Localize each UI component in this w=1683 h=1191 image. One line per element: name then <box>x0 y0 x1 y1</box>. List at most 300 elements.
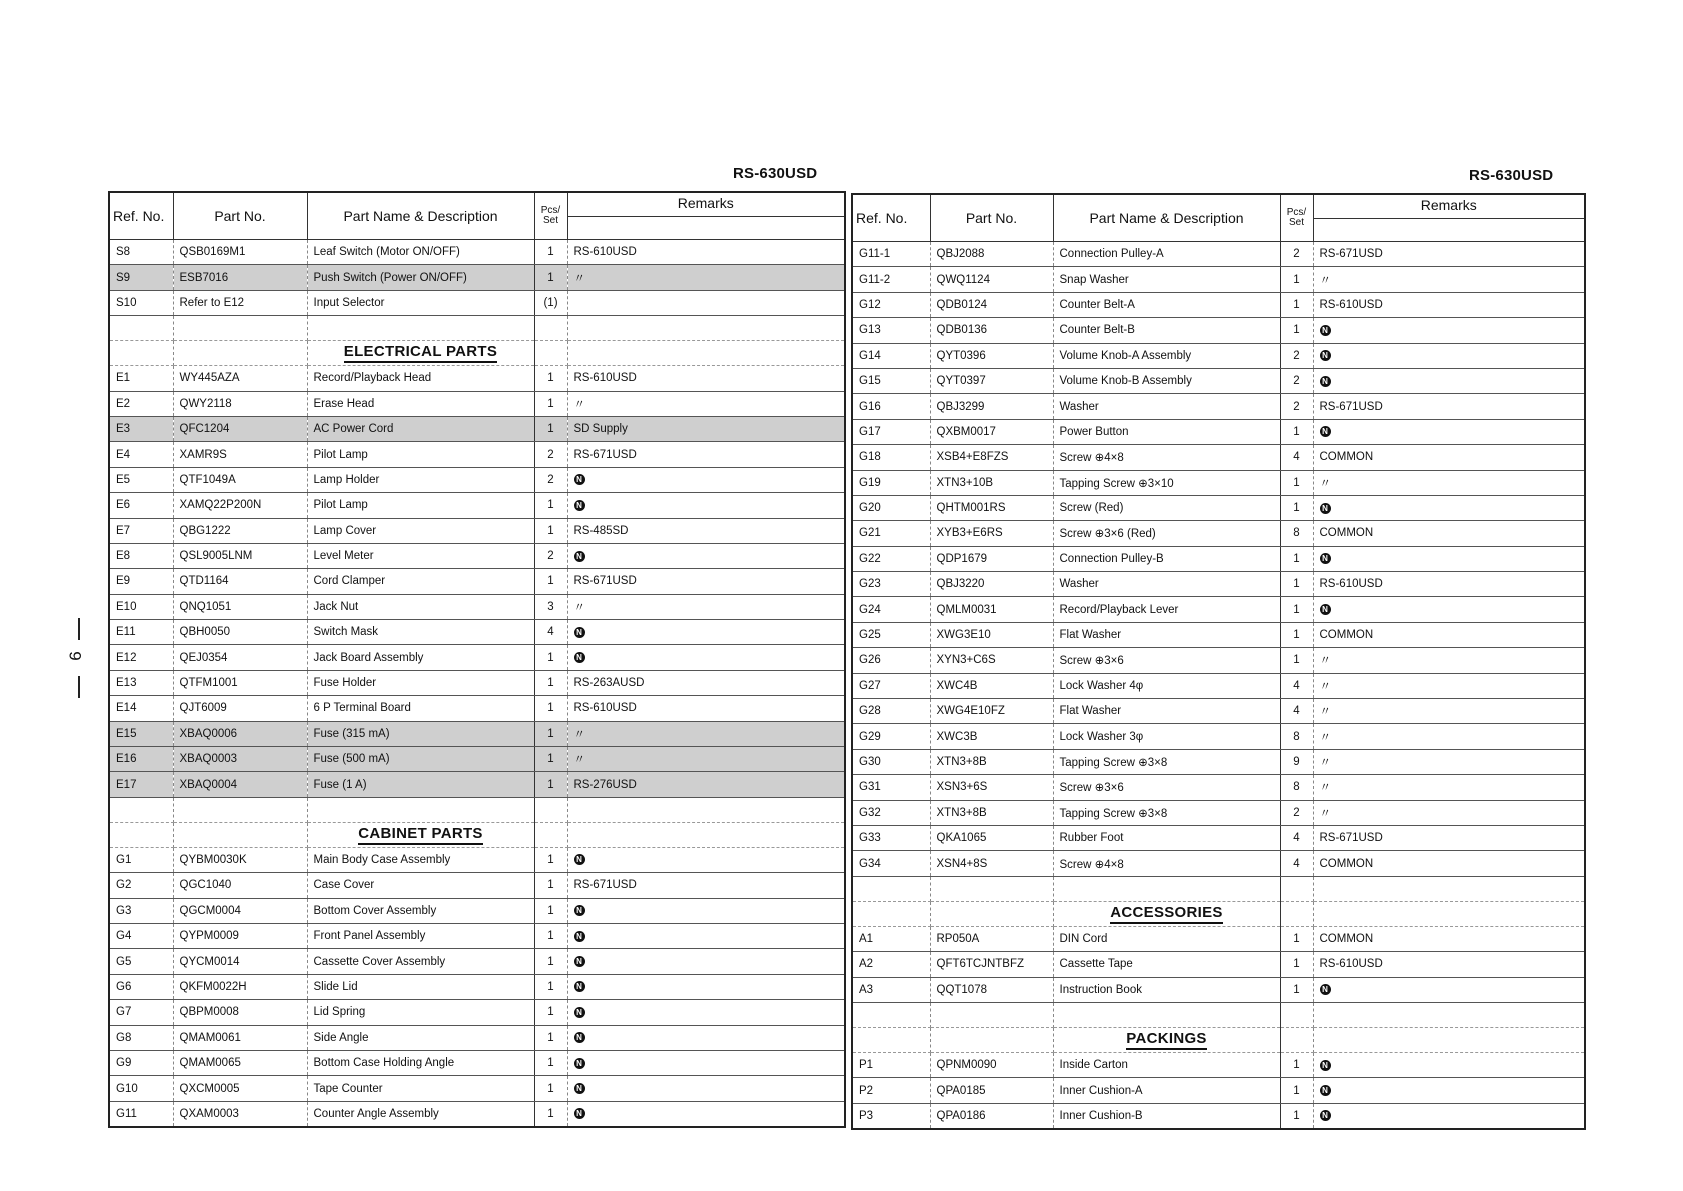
ref-no-cell: A3 <box>852 977 930 1002</box>
ref-no-cell: S10 <box>109 290 173 315</box>
table-row <box>852 495 1585 520</box>
remark-cell: 〃 <box>1313 749 1585 774</box>
new-part-icon: N <box>1320 1110 1331 1121</box>
section-spacer <box>109 316 845 341</box>
ref-no-cell: G32 <box>852 800 930 825</box>
ref-no-cell: G14 <box>852 343 930 368</box>
new-part-icon: N <box>1320 325 1331 336</box>
remark-cell <box>1313 368 1585 393</box>
ref-no-cell: P2 <box>852 1078 930 1103</box>
part-no-cell: QPA0185 <box>930 1078 1053 1103</box>
part-no-cell: XWC4B <box>930 673 1053 698</box>
pcs-cell: 2 <box>534 442 567 467</box>
pcs-cell: (1) <box>534 290 567 315</box>
table-row <box>109 543 845 568</box>
pcs-cell: 1 <box>1280 1052 1313 1077</box>
ref-no-cell: E14 <box>109 696 173 721</box>
description-cell: Side Angle <box>307 1025 534 1050</box>
table-row <box>109 366 845 391</box>
table-row <box>852 419 1585 444</box>
ref-no-cell: G33 <box>852 825 930 850</box>
description-cell: Inside Carton <box>1053 1052 1280 1077</box>
description-cell: Level Meter <box>307 543 534 568</box>
new-part-icon: N <box>574 981 585 992</box>
pcs-cell: 1 <box>534 670 567 695</box>
part-no-cell: WY445AZA <box>173 366 307 391</box>
page-number-rule-bottom <box>78 676 80 698</box>
ref-no-cell: G25 <box>852 622 930 647</box>
ref-no-cell: E8 <box>109 543 173 568</box>
part-no-cell: QSL9005LNM <box>173 543 307 568</box>
new-part-icon: N <box>1320 376 1331 387</box>
ref-no-cell: G20 <box>852 495 930 520</box>
pcs-cell: 1 <box>534 873 567 898</box>
new-part-icon: N <box>574 905 585 916</box>
pcs-cell: 1 <box>1280 267 1313 292</box>
ref-no-cell: E11 <box>109 620 173 645</box>
description-cell: Flat Washer <box>1053 622 1280 647</box>
description-cell: Screw ⊕4×8 <box>1053 851 1280 876</box>
pcs-cell: 8 <box>1280 775 1313 800</box>
pcs-cell: 1 <box>1280 318 1313 343</box>
part-no-cell: QTF1049A <box>173 467 307 492</box>
ref-no-cell: G1 <box>109 847 173 872</box>
new-part-icon: N <box>574 627 585 638</box>
pcs-cell: 1 <box>534 416 567 441</box>
remark-cell: RS-610USD <box>1313 952 1585 977</box>
description-cell: Input Selector <box>307 290 534 315</box>
new-part-icon: N <box>574 1032 585 1043</box>
table-row <box>109 1050 845 1075</box>
ref-no-cell: G23 <box>852 572 930 597</box>
table-row <box>852 1103 1585 1129</box>
remark-cell <box>567 1050 845 1075</box>
header-ref-no: Ref. No. <box>109 192 173 240</box>
description-cell: Erase Head <box>307 391 534 416</box>
new-part-icon: N <box>1320 503 1331 514</box>
part-no-cell: Refer to E12 <box>173 290 307 315</box>
ref-no-cell: G27 <box>852 673 930 698</box>
part-no-cell: XTN3+8B <box>930 800 1053 825</box>
description-cell: Tape Counter <box>307 1076 534 1101</box>
part-no-cell: QBG1222 <box>173 518 307 543</box>
pcs-cell: 1 <box>534 696 567 721</box>
remark-cell: RS-671USD <box>1313 825 1585 850</box>
pcs-cell: 1 <box>1280 546 1313 571</box>
section-title-cabinet: CABINET PARTS <box>358 825 482 845</box>
description-cell: AC Power Cord <box>307 416 534 441</box>
remark-cell <box>567 923 845 948</box>
part-no-cell: QBJ3299 <box>930 394 1053 419</box>
part-no-cell: QWQ1124 <box>930 267 1053 292</box>
ref-no-cell: G5 <box>109 949 173 974</box>
new-part-icon: N <box>1320 604 1331 615</box>
remark-cell <box>567 1025 845 1050</box>
remark-cell: RS-276USD <box>567 772 845 797</box>
parts-table-left-body <box>109 240 845 1128</box>
part-no-cell: XSN4+8S <box>930 851 1053 876</box>
description-cell: Screw ⊕3×6 (Red) <box>1053 521 1280 546</box>
remark-cell <box>1313 546 1585 571</box>
page-number <box>64 618 94 698</box>
table-row <box>109 1101 845 1127</box>
pcs-cell: 1 <box>534 1000 567 1025</box>
part-no-cell: QEJ0354 <box>173 645 307 670</box>
part-no-cell: QFC1204 <box>173 416 307 441</box>
pcs-cell: 1 <box>534 898 567 923</box>
description-cell: Inner Cushion-B <box>1053 1103 1280 1129</box>
pcs-cell: 1 <box>534 974 567 999</box>
pcs-cell: 2 <box>1280 394 1313 419</box>
description-cell: Washer <box>1053 572 1280 597</box>
remark-cell: 〃 <box>1313 648 1585 673</box>
new-part-icon: N <box>1320 553 1331 564</box>
ref-no-cell: G12 <box>852 292 930 317</box>
description-cell: Lamp Holder <box>307 467 534 492</box>
table-row <box>109 645 845 670</box>
table-row <box>852 394 1585 419</box>
remark-cell: COMMON <box>1313 521 1585 546</box>
part-no-cell: QDB0124 <box>930 292 1053 317</box>
part-no-cell: XAMR9S <box>173 442 307 467</box>
part-no-cell: RP050A <box>930 926 1053 951</box>
part-no-cell: XWG3E10 <box>930 622 1053 647</box>
table-row <box>852 926 1585 951</box>
pcs-cell: 8 <box>1280 521 1313 546</box>
pcs-cell: 1 <box>534 847 567 872</box>
remark-cell <box>1313 318 1585 343</box>
pcs-cell: 1 <box>534 923 567 948</box>
table-row <box>852 724 1585 749</box>
pcs-cell: 1 <box>1280 622 1313 647</box>
description-cell: Jack Nut <box>307 594 534 619</box>
part-no-cell: QMLM0031 <box>930 597 1053 622</box>
pcs-cell: 1 <box>534 391 567 416</box>
description-cell: Fuse (1 A) <box>307 772 534 797</box>
pcs-cell: 4 <box>1280 825 1313 850</box>
description-cell: Fuse Holder <box>307 670 534 695</box>
pcs-cell: 2 <box>1280 343 1313 368</box>
remark-cell <box>1313 1103 1585 1129</box>
pcs-cell: 1 <box>1280 926 1313 951</box>
pcs-cell: 1 <box>534 366 567 391</box>
description-cell: Tapping Screw ⊕3×8 <box>1053 749 1280 774</box>
remark-cell: RS-610USD <box>567 240 845 265</box>
pcs-cell: 1 <box>534 645 567 670</box>
description-cell: Bottom Case Holding Angle <box>307 1050 534 1075</box>
part-no-cell: QYPM0009 <box>173 923 307 948</box>
part-no-cell: QJT6009 <box>173 696 307 721</box>
remark-cell: COMMON <box>1313 622 1585 647</box>
pcs-cell: 1 <box>534 772 567 797</box>
remark-cell <box>567 974 845 999</box>
table-row <box>852 1078 1585 1103</box>
header-part-no: Part No. <box>173 192 307 240</box>
ref-no-cell: G26 <box>852 648 930 673</box>
part-no-cell: QFT6TCJNTBFZ <box>930 952 1053 977</box>
table-row <box>852 470 1585 495</box>
remark-cell <box>1313 419 1585 444</box>
section-spacer <box>109 797 845 822</box>
description-cell: Record/Playback Lever <box>1053 597 1280 622</box>
pcs-cell: 1 <box>1280 952 1313 977</box>
ref-no-cell: G4 <box>109 923 173 948</box>
pcs-cell: 1 <box>1280 470 1313 495</box>
remark-cell: RS-263AUSD <box>567 670 845 695</box>
ref-no-cell: E9 <box>109 569 173 594</box>
table-row <box>852 1052 1585 1077</box>
table-header-row <box>109 192 845 240</box>
remark-cell: 〃 <box>1313 724 1585 749</box>
description-cell: Case Cover <box>307 873 534 898</box>
description-cell: 6 P Terminal Board <box>307 696 534 721</box>
description-cell: Washer <box>1053 394 1280 419</box>
pcs-cell: 1 <box>1280 977 1313 1002</box>
part-no-cell: QPNM0090 <box>930 1052 1053 1077</box>
remark-cell: RS-485SD <box>567 518 845 543</box>
pcs-cell: 1 <box>534 1076 567 1101</box>
table-row <box>109 747 845 772</box>
part-no-cell: QGC1040 <box>173 873 307 898</box>
ref-no-cell: E5 <box>109 467 173 492</box>
ref-no-cell: E16 <box>109 747 173 772</box>
ref-no-cell: A2 <box>852 952 930 977</box>
part-no-cell: ESB7016 <box>173 265 307 290</box>
pcs-cell: 4 <box>1280 699 1313 724</box>
header-remarks <box>567 192 845 240</box>
table-row <box>109 467 845 492</box>
part-no-cell: XTN3+8B <box>930 749 1053 774</box>
pcs-cell: 1 <box>1280 572 1313 597</box>
remark-cell: COMMON <box>1313 445 1585 470</box>
table-row <box>852 368 1585 393</box>
part-no-cell: XBAQ0004 <box>173 772 307 797</box>
header-pcs-set: Pcs/ Set <box>534 192 567 240</box>
description-cell: Screw ⊕3×6 <box>1053 775 1280 800</box>
description-cell: Push Switch (Power ON/OFF) <box>307 265 534 290</box>
ref-no-cell: G6 <box>109 974 173 999</box>
part-no-cell: QWY2118 <box>173 391 307 416</box>
part-no-cell: XYB3+E6RS <box>930 521 1053 546</box>
part-no-cell: QPA0186 <box>930 1103 1053 1129</box>
part-no-cell: QHTM001RS <box>930 495 1053 520</box>
table-row <box>852 648 1585 673</box>
pcs-cell: 1 <box>534 569 567 594</box>
header-ref-no: Ref. No. <box>852 194 930 242</box>
table-row <box>109 873 845 898</box>
ref-no-cell: G11-1 <box>852 242 930 267</box>
table-row <box>109 290 845 315</box>
section-title-packings: PACKINGS <box>1126 1030 1206 1050</box>
page-number-rule-top <box>78 618 80 640</box>
table-row <box>852 622 1585 647</box>
ref-no-cell: G10 <box>109 1076 173 1101</box>
table-row <box>109 416 845 441</box>
remark-cell <box>567 1101 845 1127</box>
description-cell: Lock Washer 4φ <box>1053 673 1280 698</box>
description-cell: Snap Washer <box>1053 267 1280 292</box>
part-no-cell: QYCM0014 <box>173 949 307 974</box>
ref-no-cell: E10 <box>109 594 173 619</box>
new-part-icon: N <box>574 1007 585 1018</box>
new-part-icon: N <box>574 1058 585 1069</box>
table-row <box>852 521 1585 546</box>
description-cell: Cassette Tape <box>1053 952 1280 977</box>
new-part-icon: N <box>574 956 585 967</box>
description-cell: Counter Angle Assembly <box>307 1101 534 1127</box>
description-cell: Flat Washer <box>1053 699 1280 724</box>
ref-no-cell: E15 <box>109 721 173 746</box>
description-cell: Inner Cushion-A <box>1053 1078 1280 1103</box>
table-row <box>109 772 845 797</box>
part-no-cell: QGCM0004 <box>173 898 307 923</box>
description-cell: Pilot Lamp <box>307 442 534 467</box>
part-no-cell: QYBM0030K <box>173 847 307 872</box>
part-no-cell: QXCM0005 <box>173 1076 307 1101</box>
description-cell: Fuse (500 mA) <box>307 747 534 772</box>
remark-cell <box>567 645 845 670</box>
remark-cell: 〃 <box>1313 800 1585 825</box>
new-part-icon: N <box>574 854 585 865</box>
ref-no-cell: G21 <box>852 521 930 546</box>
pcs-cell: 1 <box>534 1101 567 1127</box>
table-row <box>109 696 845 721</box>
parts-table-left <box>108 191 846 1128</box>
pcs-cell: 9 <box>1280 749 1313 774</box>
pcs-cell: 1 <box>1280 597 1313 622</box>
table-row <box>109 847 845 872</box>
ref-no-cell: G19 <box>852 470 930 495</box>
description-cell: Record/Playback Head <box>307 366 534 391</box>
ref-no-cell: E17 <box>109 772 173 797</box>
ref-no-cell: E6 <box>109 493 173 518</box>
table-row <box>109 391 845 416</box>
description-cell: Instruction Book <box>1053 977 1280 1002</box>
ref-no-cell: G8 <box>109 1025 173 1050</box>
ref-no-cell: G15 <box>852 368 930 393</box>
remark-cell <box>567 290 845 315</box>
ref-no-cell: G24 <box>852 597 930 622</box>
table-row <box>109 670 845 695</box>
pcs-cell: 1 <box>534 240 567 265</box>
part-no-cell: QXAM0003 <box>173 1101 307 1127</box>
table-row <box>109 923 845 948</box>
header-description: Part Name & Description <box>1053 194 1280 242</box>
part-no-cell: QKFM0022H <box>173 974 307 999</box>
pcs-cell: 1 <box>1280 1078 1313 1103</box>
pcs-cell: 1 <box>1280 495 1313 520</box>
remark-cell <box>1313 495 1585 520</box>
ref-no-cell: G13 <box>852 318 930 343</box>
remark-cell <box>567 949 845 974</box>
new-part-icon: N <box>1320 984 1331 995</box>
new-part-icon: N <box>574 1083 585 1094</box>
ref-no-cell: E7 <box>109 518 173 543</box>
description-cell: Counter Belt-A <box>1053 292 1280 317</box>
part-no-cell: QYT0396 <box>930 343 1053 368</box>
table-row <box>109 1000 845 1025</box>
pcs-cell: 2 <box>1280 368 1313 393</box>
remark-cell: 〃 <box>1313 775 1585 800</box>
remark-cell <box>567 467 845 492</box>
header-remarks-label: Remarks <box>1420 197 1477 213</box>
remark-cell <box>567 1076 845 1101</box>
parts-table-right <box>851 193 1586 1130</box>
part-no-cell: QTFM1001 <box>173 670 307 695</box>
table-row <box>109 974 845 999</box>
remark-cell: RS-671USD <box>567 442 845 467</box>
part-no-cell: QBH0050 <box>173 620 307 645</box>
new-part-icon: N <box>574 1108 585 1119</box>
remark-cell <box>567 620 845 645</box>
pcs-cell: 1 <box>534 1050 567 1075</box>
part-no-cell: QTD1164 <box>173 569 307 594</box>
section-spacer <box>852 1002 1585 1027</box>
table-row <box>109 1025 845 1050</box>
section-title-accessories: ACCESSORIES <box>1110 904 1223 924</box>
pcs-cell: 1 <box>534 747 567 772</box>
pcs-cell: 2 <box>534 543 567 568</box>
table-row <box>852 673 1585 698</box>
ref-no-cell: G34 <box>852 851 930 876</box>
table-row <box>852 699 1585 724</box>
ref-no-cell: G3 <box>109 898 173 923</box>
part-no-cell: QBJ2088 <box>930 242 1053 267</box>
part-no-cell: XYN3+C6S <box>930 648 1053 673</box>
description-cell: Leaf Switch (Motor ON/OFF) <box>307 240 534 265</box>
part-no-cell: XSN3+6S <box>930 775 1053 800</box>
description-cell: Lid Spring <box>307 1000 534 1025</box>
model-label-right: RS-630USD <box>1469 167 1554 184</box>
table-row <box>852 749 1585 774</box>
section-title-electrical: ELECTRICAL PARTS <box>344 343 497 363</box>
description-cell: Connection Pulley-B <box>1053 546 1280 571</box>
ref-no-cell: E12 <box>109 645 173 670</box>
table-row <box>109 265 845 290</box>
section-title-packings-row <box>852 1027 1585 1052</box>
description-cell: Counter Belt-B <box>1053 318 1280 343</box>
remark-cell: COMMON <box>1313 851 1585 876</box>
ref-no-cell: G30 <box>852 749 930 774</box>
pcs-cell: 1 <box>534 949 567 974</box>
remark-cell: RS-671USD <box>567 569 845 594</box>
part-no-cell: XWC3B <box>930 724 1053 749</box>
ref-no-cell: P1 <box>852 1052 930 1077</box>
ref-no-cell: G11-2 <box>852 267 930 292</box>
ref-no-cell: G2 <box>109 873 173 898</box>
description-cell: Tapping Screw ⊕3×10 <box>1053 470 1280 495</box>
part-no-cell: QMAM0065 <box>173 1050 307 1075</box>
remark-cell <box>1313 1078 1585 1103</box>
new-part-icon: N <box>1320 1085 1331 1096</box>
new-part-icon: N <box>1320 1060 1331 1071</box>
table-row <box>109 240 845 265</box>
table-row <box>109 569 845 594</box>
description-cell: Lock Washer 3φ <box>1053 724 1280 749</box>
remark-cell <box>1313 1052 1585 1077</box>
ref-no-cell: G18 <box>852 445 930 470</box>
remark-cell <box>567 898 845 923</box>
part-no-cell: QBJ3220 <box>930 572 1053 597</box>
table-row <box>852 267 1585 292</box>
new-part-icon: N <box>574 500 585 511</box>
section-title-cabinet-row <box>109 822 845 847</box>
remark-cell <box>1313 977 1585 1002</box>
description-cell: Volume Knob-B Assembly <box>1053 368 1280 393</box>
model-label-left: RS-630USD <box>733 165 818 182</box>
remark-cell <box>567 1000 845 1025</box>
pcs-cell: 1 <box>534 265 567 290</box>
